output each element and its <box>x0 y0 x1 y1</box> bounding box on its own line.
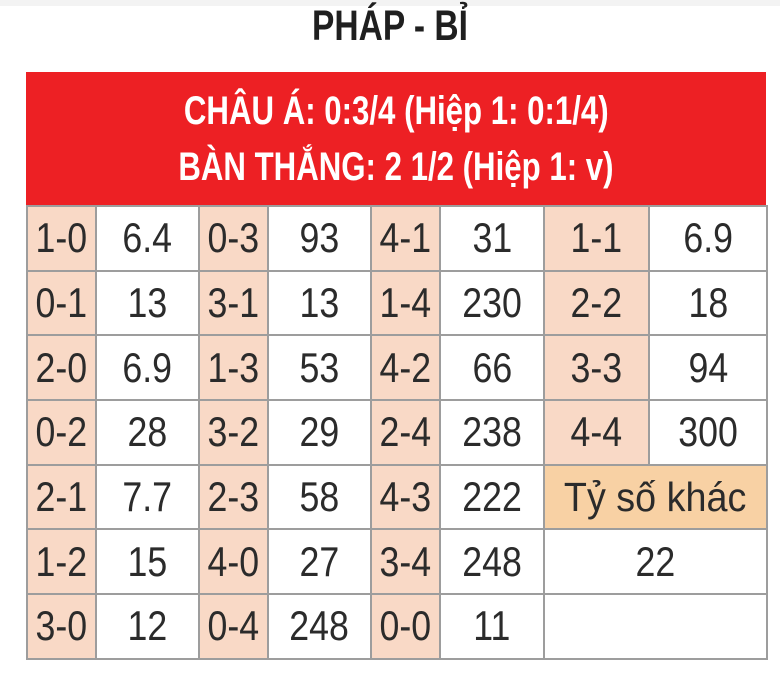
score-text: 4-3 <box>379 473 432 521</box>
odds-cell <box>96 335 199 400</box>
odds-cell <box>96 400 199 465</box>
odds-cell <box>96 271 199 336</box>
odds-cell <box>268 529 371 594</box>
odds-text: 66 <box>472 343 512 391</box>
odds-text: 58 <box>299 473 340 521</box>
score-text: 2-0 <box>35 343 88 391</box>
match-title: PHÁP - BỈ <box>312 2 468 50</box>
odds-text: 94 <box>688 343 728 391</box>
score-text: 1-4 <box>379 279 432 327</box>
score-cell <box>27 465 96 530</box>
odds-text: 15 <box>127 537 168 585</box>
odds-text: 27 <box>299 537 340 585</box>
odds-text: 93 <box>299 214 340 262</box>
odds-cell <box>649 335 767 400</box>
odds-cell <box>96 206 199 271</box>
other-scores-odds-cell <box>544 529 767 594</box>
odds-text: 28 <box>127 408 168 456</box>
score-text: 3-1 <box>207 279 260 327</box>
score-cell <box>199 206 268 271</box>
odds-text: 18 <box>688 279 728 327</box>
odds-text: 11 <box>473 602 511 650</box>
odds-cell <box>440 529 544 594</box>
score-cell <box>199 594 268 659</box>
score-cell <box>199 465 268 530</box>
goals-handicap-line: BÀN THẮNG: 2 1/2 (Hiệp 1: v) <box>178 144 614 189</box>
score-cell <box>199 529 268 594</box>
odds-cell <box>649 400 767 465</box>
odds-cell <box>268 594 371 659</box>
odds-text: 6.9 <box>122 343 173 391</box>
odds-cell <box>268 335 371 400</box>
odds-text: 248 <box>289 602 350 650</box>
score-cell <box>371 335 440 400</box>
odds-cell <box>440 335 544 400</box>
odds-cell <box>268 465 371 530</box>
score-cell <box>371 594 440 659</box>
odds-text: 238 <box>462 408 522 456</box>
odds-text: 6.9 <box>683 214 733 262</box>
table-row <box>27 465 767 530</box>
score-text: 4-1 <box>379 214 432 262</box>
odds-text: 222 <box>462 473 522 521</box>
score-cell <box>27 271 96 336</box>
table-row <box>27 271 767 336</box>
odds-text: 300 <box>678 408 738 456</box>
score-odds-table <box>26 205 768 660</box>
asian-handicap-line: CHÂU Á: 0:3/4 (Hiệp 1: 0:1/4) <box>183 88 609 133</box>
table-row <box>27 529 767 594</box>
score-text: 4-2 <box>379 343 432 391</box>
odds-cell <box>268 271 371 336</box>
odds-text: 12 <box>127 602 168 650</box>
score-text: 2-4 <box>379 408 432 456</box>
odds-cell <box>440 271 544 336</box>
odds-text: 7.7 <box>122 473 173 521</box>
score-cell <box>544 335 649 400</box>
score-text: 1-3 <box>207 343 260 391</box>
score-cell <box>371 529 440 594</box>
score-text: 4-4 <box>570 408 623 456</box>
odds-cell <box>440 206 544 271</box>
score-text: 3-2 <box>207 408 260 456</box>
score-text: 0-3 <box>207 214 260 262</box>
score-cell <box>27 206 96 271</box>
odds-cell <box>268 206 371 271</box>
score-cell <box>371 271 440 336</box>
odds-text: 248 <box>462 537 522 585</box>
odds-text: 53 <box>299 343 340 391</box>
score-text: 2-2 <box>570 279 623 327</box>
odds-cell <box>649 206 767 271</box>
score-text: 1-2 <box>35 537 88 585</box>
score-text: 0-1 <box>35 279 88 327</box>
score-cell <box>27 594 96 659</box>
odds-cell <box>96 529 199 594</box>
score-cell <box>27 400 96 465</box>
odds-text: 22 <box>635 537 676 585</box>
score-cell <box>371 465 440 530</box>
other-scores-label: Tỷ số khác <box>564 473 747 520</box>
odds-cell <box>440 465 544 530</box>
table-row <box>27 594 767 659</box>
odds-text: 13 <box>127 279 168 327</box>
score-cell <box>544 271 649 336</box>
other-scores-label-cell <box>544 465 767 530</box>
score-text: 1-0 <box>35 214 88 262</box>
score-text: 3-4 <box>379 537 432 585</box>
score-text: 1-1 <box>570 214 623 262</box>
score-text: 0-2 <box>35 408 88 456</box>
odds-cell <box>96 465 199 530</box>
odds-cell <box>96 594 199 659</box>
table-row <box>27 206 767 271</box>
score-cell <box>199 335 268 400</box>
score-text: 2-3 <box>207 473 260 521</box>
odds-cell <box>649 271 767 336</box>
score-text: 4-0 <box>207 537 260 585</box>
score-cell <box>371 206 440 271</box>
odds-cell <box>440 594 544 659</box>
score-cell <box>544 400 649 465</box>
odds-text: 31 <box>472 214 512 262</box>
score-text: 2-1 <box>35 473 88 521</box>
empty-cell <box>544 594 767 659</box>
odds-text: 230 <box>462 279 522 327</box>
odds-text: 13 <box>299 279 340 327</box>
table-row <box>27 335 767 400</box>
score-cell <box>27 529 96 594</box>
score-text: 0-4 <box>207 602 260 650</box>
score-text: 3-0 <box>35 602 88 650</box>
score-text: 0-0 <box>379 602 432 650</box>
odds-cell <box>268 400 371 465</box>
score-cell <box>199 400 268 465</box>
handicap-banner <box>26 72 766 205</box>
score-text: 3-3 <box>570 343 623 391</box>
table-row <box>27 400 767 465</box>
odds-text: 29 <box>299 408 340 456</box>
score-cell <box>544 206 649 271</box>
odds-text: 6.4 <box>122 214 173 262</box>
score-cell <box>371 400 440 465</box>
odds-cell <box>440 400 544 465</box>
score-cell <box>199 271 268 336</box>
score-cell <box>27 335 96 400</box>
